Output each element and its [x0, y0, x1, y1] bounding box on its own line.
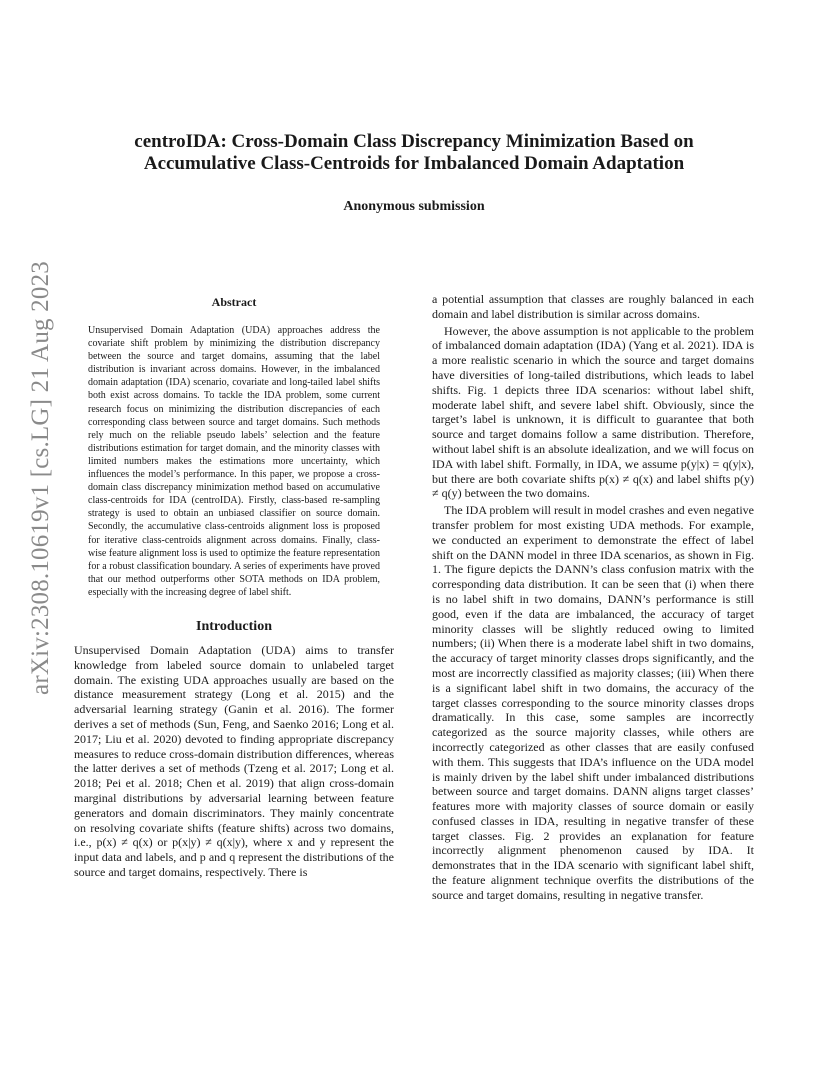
introduction-paragraph-1-continued: a potential assumption that classes are roughly balanced in each domain and label distribution is similar across domains.: [432, 292, 754, 321]
author-line: Anonymous submission: [343, 199, 485, 214]
introduction-paragraph-3: The IDA problem will result in model crashes and even negative transfer problem for most existing UDA methods. For example, we conducted an experiment to demonstrate the effect of label shift on the DANN model in three IDA scenarios, as shown in Fig. 1. The figure depicts the DANN’s class confusion matrix with the corresponding data distribution. It can be seen that (i) when there is no label shift in two domains, DANN’s performance is still good, even if the data are imbalanced, the accuracy of target minority classes will be slightly reduced owing to limited numbers; (ii) When there is a moderate label shift in two domains, the accuracy of target minority classes drops significantly, and the most are incorrectly classified as majority classes; (iii) When there is a significant label shift in two domains, the accuracy of the target classes corresponding to the source minority classes drops dramatically. In this case, some samples are incorrectly categorized as the source majority classes, while others are incorrectly categorized as other classes that are easily confused with them. This suggests that IDA’s influence on the UDA model is mainly driven by the label shift under imbalanced distributions between source and target domains. DANN aligns target classes’ features more with majority classes of source domain or easily confused classes in IDA, resulting in negative transfer of these target classes. Fig. 2 provides an explanation for feature incorrectly alignment phenomenon caused by IDA. It demonstrates that in the IDA scenario with significant label shift, the feature alignment technique overfits the distributions of the source and target domains, resulting in negative transfer.: [432, 503, 754, 902]
introduction-paragraph-2: However, the above assumption is not applicable to the problem of imbalanced domain adaptation (IDA) (Yang et al. 2021). IDA is a more realistic scenario in which the source and target domains have diversities of long-tailed distributions, which leads to label shifts. Fig. 1 depicts three IDA scenarios: without label shift, moderate label shift, and severe label shift. Obviously, since the target’s label is unknown, it is difficult to guarantee that both source and target domains follow a same distribution. Therefore, without label shift is an absolute idealization, and we will focus on IDA with label shift. Formally, in IDA, we assume p(y|x) = q(y|x), but there are both covariate shifts p(x) ≠ q(x) and label shifts p(y) ≠ q(y) between the two domains.: [432, 323, 754, 501]
paper-title-line-1: centroIDA: Cross-Domain Class Discrepancy Minimization Based on: [134, 131, 694, 152]
abstract-body: Unsupervised Domain Adaptation (UDA) approaches address the covariate shift problem by minimizing the distribution discrepancy between the source and target domains, assuming that the label distribution is invariant across domains. However, in the imbalanced domain adaptation (IDA) scenario, covariate and long-tailed label shifts both exist across domains. To tackle the IDA problem, some current research focus on minimizing the distribution discrepancies of each corresponding class between source and target domains. Such methods rely much on the reliable pseudo labels’ selection and the feature distributions estimation for target domain, and the minority classes with limited numbers makes the estimations more uncertainty, which influences the model’s performance. In this paper, we propose a cross-domain class discrepancy minimization method based on accumulative class-centroids for IDA (centroIDA). Firstly, class-based re-sampling strategy is used to obtain an unbiased classifier on source domain. Secondly, the accumulative class-centroids alignment loss is proposed for iterative class-centroids alignment across domains. Finally, class-wise feature alignment loss is used to optimize the feature representation for a robust classification boundary. A series of experiments have proved that our method outperforms other SOTA methods on IDA problem, especially with the increasing degree of label shift.: [88, 325, 380, 598]
introduction-paragraph-1: Unsupervised Domain Adaptation (UDA) aims to transfer knowledge from labeled source domain to unlabeled target domain. The existing UDA approaches usually are based on the distance measurement strategy (Long et al. 2015) and the adversarial learning strategy (Ganin et al. 2016). The former derives a set of methods (Sun, Feng, and Saenko 2016; Long et al. 2017; Liu et al. 2020) devoted to finding appropriate discrepancy measures to reduce cross-domain distribution differences, whereas the latter derives a set of methods (Tzeng et al. 2017; Long et al. 2018; Pei et al. 2018; Chen et al. 2019) that align cross-domain marginal distributions by adversarial learning between feature generators and domain discriminators. They mainly concentrate on resolving covariate shifts (feature shifts) across two domains, i.e., p(x) ≠ q(x) or p(x|y) ≠ q(x|y), where x and y represent the input data and labels, and p and q represent the distributions of the source and target domains, respectively. There is: [74, 642, 394, 879]
arxiv-identifier-text: arXiv:2308.10619v1 [cs.LG] 21 Aug 2023: [27, 261, 55, 695]
paper-title: [74, 131, 754, 175]
left-column: [74, 292, 394, 880]
right-column: [432, 292, 754, 903]
introduction-heading: Introduction: [196, 618, 272, 634]
abstract-heading: Abstract: [211, 295, 257, 309]
paper-title-line-2: Accumulative Class-Centroids for Imbalanced Domain Adaptation: [143, 153, 685, 174]
arxiv-identifier-stamp: [20, 261, 62, 695]
